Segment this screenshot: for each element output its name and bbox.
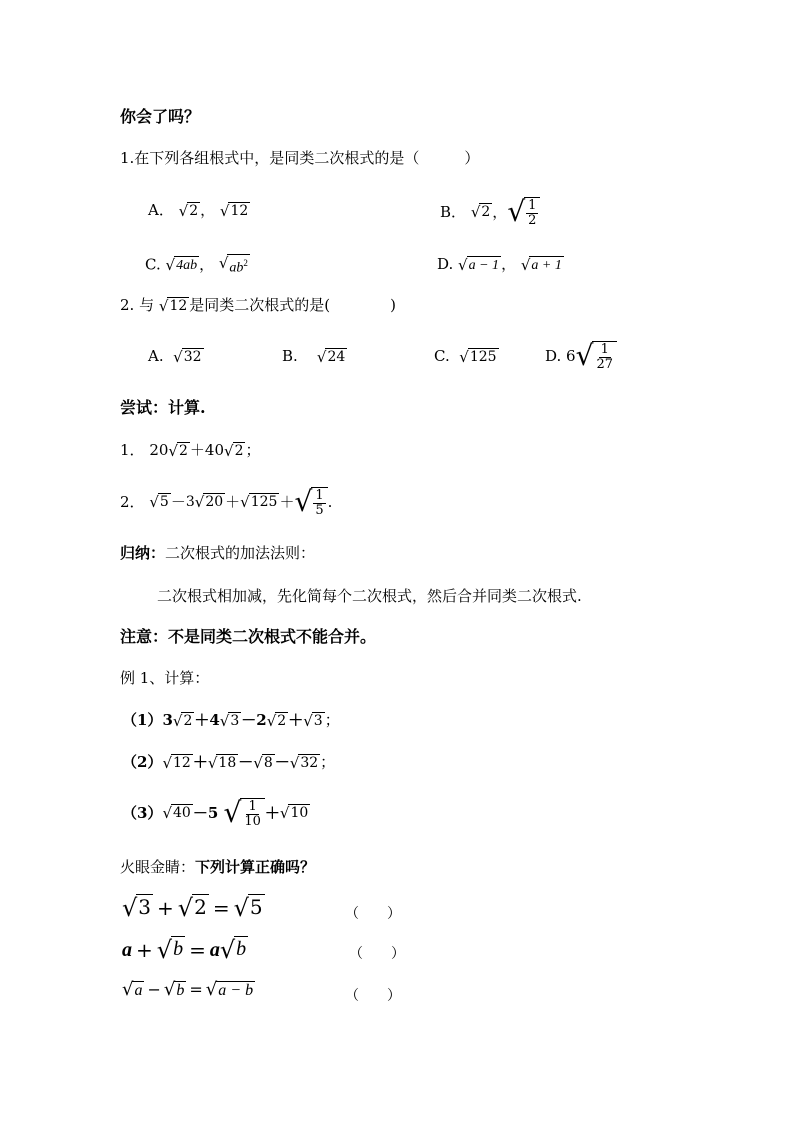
sqrt: √ 3 — [122, 894, 152, 922]
option-label: A． — [148, 201, 174, 219]
check-item-3: √ a − √ b = √ a − b — [122, 979, 254, 1000]
sqrt: √ a — [122, 979, 143, 1000]
option-label: D. — [545, 347, 562, 365]
q1-option-a[interactable]: A． √ 2 ， √ 12 — [148, 201, 249, 220]
sqrt: √ 2 — [168, 442, 188, 460]
option-label: B. — [282, 347, 298, 365]
try-problem-2: 2． √ 5 － 3 √ 20 ＋ √ 125 ＋ √ $\frac{1}{5}$ . — [120, 484, 333, 518]
sqrt: √ 3 — [303, 712, 323, 730]
sqrt: √ 10 — [279, 804, 309, 822]
sqrt-fraction: √ $\frac{1}{5}$ — [294, 487, 327, 518]
sqrt: √ b — [156, 936, 184, 964]
answer-parens-1[interactable]: （ ） — [345, 906, 401, 922]
sqrt: √ 12 — [219, 202, 249, 220]
sqrt: √ 40 — [162, 804, 191, 822]
sqrt: √ 125 — [459, 348, 497, 366]
option-label: D. — [437, 255, 454, 273]
check-item-1: √ 3 + √ 2 = √ 5 — [122, 894, 263, 922]
sqrt: √ 2 — [172, 712, 193, 730]
sqrt: √ 2 — [224, 442, 244, 460]
example-1: （1）3 √ 2 ＋4 √ 3 －2 √ 2 ＋ √ 3 ； — [122, 711, 340, 730]
sqrt: √ 12 — [162, 754, 191, 772]
option-label: B． — [440, 203, 467, 221]
rule-heading: 归纳：二次根式的加法法则： — [120, 544, 316, 562]
sqrt-fraction: √ $\frac{1}{27}$ — [576, 341, 617, 372]
try-problem-1: 1． 20 √ 2 ＋40 √ 2 ； — [120, 441, 261, 460]
sqrt: √ b — [163, 979, 185, 1000]
q2-option-d[interactable]: D. 6 √ $\frac{1}{27}$ — [545, 334, 617, 378]
question-1-stem: 1.在下列各组根式中，是同类二次根式的是（ ） — [120, 149, 480, 167]
sqrt: √ b — [219, 936, 247, 964]
example-2: （2） √ 12 ＋ √ 18 － √ 8 － √ 32 ； — [122, 753, 336, 772]
sqrt: √ a − 1 — [458, 256, 500, 274]
sqrt: √ 24 — [316, 348, 346, 366]
q1-option-d[interactable]: D. √ a − 1 ， √ a + 1 — [437, 255, 562, 274]
sqrt: √ 5 — [233, 894, 263, 922]
q1-option-b[interactable]: B． √ 2 ， √ $\frac{1}{2}$ — [440, 190, 540, 234]
answer-parens-3[interactable]: （ ） — [345, 988, 401, 1004]
sqrt: √ 5 — [149, 493, 169, 511]
note: 注意：不是同类二次根式不能合并。 — [120, 627, 377, 646]
q2-option-c[interactable] — [434, 346, 499, 366]
sqrt: √ 2 — [177, 894, 207, 922]
question-2-stem: 2. 与 √ 12 是同类二次根式的是( ) — [120, 296, 396, 315]
example-heading: 例 1、计算： — [120, 669, 210, 687]
sqrt: √ 8 — [253, 754, 273, 772]
rule-body: 二次根式相加减，先化简每个二次根式，然后合并同类二次根式. — [157, 587, 582, 605]
sqrt: √ $ab^2$ — [218, 254, 248, 276]
option-label: C. — [434, 347, 450, 365]
sqrt: √ 125 — [240, 493, 278, 511]
sqrt: √ 32 — [289, 754, 319, 772]
q2-option-b[interactable] — [282, 346, 347, 366]
sqrt: √ a − b — [205, 979, 254, 1000]
sqrt: √ 2 — [266, 712, 287, 730]
check-item-2: a + √ b = a √ b — [122, 936, 247, 964]
heading-try: 尝试：计算. — [120, 398, 206, 417]
q2-option-a[interactable] — [148, 346, 204, 366]
heading-ni-hui-le-ma: 你会了吗？ — [120, 107, 201, 126]
check-heading: 火眼金睛：下列计算正确吗？ — [120, 858, 316, 876]
sqrt: √ 3 — [219, 712, 240, 730]
sqrt: √ 32 — [173, 348, 202, 366]
sqrt: √ 2 — [470, 203, 491, 221]
sqrt: √ 20 — [194, 493, 224, 511]
example-3: （3） √ 40 －5 √ $\frac{1}{10}$ ＋ √ 10 — [122, 795, 309, 829]
sqrt: √ 4ab — [165, 256, 198, 275]
sqrt: √ 18 — [207, 754, 237, 772]
sqrt-fraction: √ $\frac{1}{10}$ — [224, 798, 265, 829]
option-label: A. — [148, 347, 164, 365]
sqrt: √ a + 1 — [520, 256, 562, 274]
sqrt-fraction: √ $\frac{1}{2}$ — [507, 197, 540, 228]
answer-parens-2[interactable]: （ ） — [349, 946, 405, 962]
option-label: C. — [145, 255, 161, 274]
sqrt: √ 2 — [178, 202, 199, 220]
sqrt: √ 12 — [158, 297, 188, 315]
q1-option-c[interactable]: C. √ 4ab ， √ $ab^2$ — [145, 254, 248, 276]
